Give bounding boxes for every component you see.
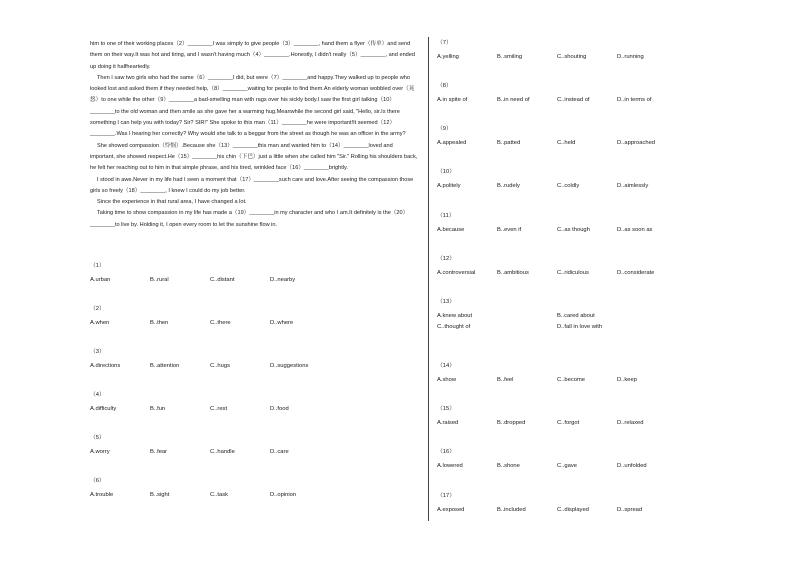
question-14	[437, 362, 767, 388]
question-1	[90, 262, 420, 288]
option-b: B..smiling	[497, 54, 523, 60]
option-d: D..approached	[617, 140, 656, 146]
option-c: C..coldly	[557, 183, 580, 189]
option-c: C..there	[210, 320, 231, 326]
option-a: A.trouble	[90, 492, 114, 498]
option-a: A.yelling	[437, 54, 459, 60]
question-number: （17）	[437, 493, 456, 499]
option-c: C..hugs	[210, 363, 230, 369]
option-d: D..considerate	[617, 270, 655, 276]
option-b: B..included	[497, 507, 526, 513]
option-d: D..running	[617, 54, 644, 60]
option-c: C..become	[557, 377, 586, 383]
question-number: （3）	[90, 349, 105, 355]
passage-paragraph: him to one of their working places（2）________I was simply to give people（3）________, hand them a flyer（传单）and send them on their way.It was hot and tiring, and I wasn't having much（4）________.Honestly, I didn't really（5）________, and ended up doing it halfheartedly.	[90, 41, 416, 70]
question-number: （2）	[90, 306, 105, 312]
question-10	[437, 168, 767, 194]
question-2	[90, 305, 420, 331]
option-a: A.because	[437, 227, 465, 233]
option-a: A.worry	[90, 449, 110, 455]
option-b: B..fear	[150, 449, 168, 455]
question-3	[90, 348, 420, 374]
question-16	[437, 448, 767, 474]
option-a: A.directions	[90, 363, 121, 369]
option-d: D..as soon as	[617, 227, 653, 233]
option-d: D..food	[270, 406, 289, 412]
question-number: （11）	[437, 213, 455, 219]
question-7	[437, 39, 767, 65]
option-b: B..rural	[150, 277, 169, 283]
passage-paragraph: Since the experience in that rural area, I have changed a lot.	[97, 199, 247, 206]
question-number: （13）	[437, 299, 456, 305]
option-c: C..forgot	[557, 420, 580, 426]
option-d: D..unfolded	[617, 463, 647, 469]
option-c: C..distant	[210, 277, 235, 283]
option-b: B..then	[150, 320, 169, 326]
option-d: D..where	[270, 320, 294, 326]
question-5	[90, 434, 420, 460]
question-number: （14）	[437, 363, 456, 369]
question-number: （1）	[90, 263, 105, 269]
option-b: B..feel	[497, 377, 514, 383]
option-b: B..shone	[497, 463, 520, 469]
option-b: B..dropped	[497, 420, 526, 426]
option-b: B..patted	[497, 140, 521, 146]
option-b: B..rudely	[497, 183, 520, 189]
question-number: （7）	[437, 40, 452, 46]
question-number: （4）	[90, 392, 105, 398]
option-c: C..displayed	[557, 507, 589, 513]
option-a: A.when	[90, 320, 110, 326]
option-b: B..ambitious	[497, 270, 529, 276]
option-a: A.appealed	[437, 140, 467, 146]
option-a: A.urban	[90, 277, 111, 283]
option-a: A.politely	[437, 183, 461, 189]
option-a: A.controversial	[437, 270, 476, 276]
option-c: C..instead of	[557, 97, 590, 103]
option-d: D..fall in love with	[557, 324, 603, 330]
option-c: C..gave	[557, 463, 577, 469]
option-a: A.difficulty	[90, 406, 117, 412]
question-4	[90, 391, 420, 417]
question-number: （16）	[437, 449, 456, 455]
option-d: D..relaxed	[617, 420, 644, 426]
question-9	[437, 125, 767, 151]
option-c: C..thought of	[437, 324, 471, 330]
option-c: C..held	[557, 140, 576, 146]
question-17	[437, 492, 767, 518]
question-12	[437, 255, 767, 281]
option-d: D..opinion	[270, 492, 297, 498]
option-a: A.knew about	[437, 313, 473, 319]
option-d: D..aimlessly	[617, 183, 649, 189]
option-a: A.show	[437, 377, 457, 383]
option-b: B..attention	[150, 363, 180, 369]
column-divider	[428, 37, 429, 521]
option-a: A.exposed	[437, 507, 465, 513]
option-d: D..in terms of	[617, 97, 652, 103]
option-a: A.lowered	[437, 463, 463, 469]
question-number: （12）	[437, 256, 456, 262]
question-8	[437, 82, 767, 108]
question-6	[90, 477, 420, 503]
option-b: B..even if	[497, 227, 522, 233]
option-c: C..shouting	[557, 54, 587, 60]
option-d: D..nearby	[270, 277, 296, 283]
option-b: B..cared about	[557, 313, 595, 319]
question-number: （5）	[90, 435, 105, 441]
option-b: B..in need of	[497, 97, 530, 103]
question-number: （15）	[437, 406, 456, 412]
question-15	[437, 405, 767, 431]
question-number: （9）	[437, 126, 452, 132]
passage-paragraph: She showed compassion（怜悯）.Because she（13）________this man and wanted him to（14）________loved and important, she showed respect.He（15）________his chin（下巴）just a little when she called him "Sir." Rolling his shoulders back, he felt her reaching out to him in that simple phrase, and his tired, wrinkled face（16）________brightly.	[90, 142, 418, 172]
option-d: D..care	[270, 449, 289, 455]
option-d: D..keep	[617, 377, 637, 383]
passage-paragraph: I stood in awe.Never in my life had I seen a moment that（17）________such care and love.After seeing the compassion those girls so freely（18）________, I knew I could do my job better.	[90, 176, 414, 194]
option-d: D..spread	[617, 507, 643, 513]
option-b: B..fun	[150, 406, 166, 412]
option-c: C..rest	[210, 406, 228, 412]
option-d: D..suggestions	[270, 363, 309, 369]
option-b: B..sight	[150, 492, 170, 498]
option-c: C..ridiculous	[557, 270, 589, 276]
question-number: （6）	[90, 478, 105, 484]
option-a: A.raised	[437, 420, 459, 426]
reading-passage	[90, 39, 418, 231]
question-number: （8）	[437, 83, 452, 89]
question-number: （10）	[437, 169, 456, 175]
passage-paragraph: Then I saw two girls who had the same（6）________I did, but were（7）________and happy.They walked up to people who looked lost and asked them if they needed help,（8）________waiting for people to find them.An elderly woman wobbled over（晃悠）to one while the other（9）________a bad-smelling man with rags over his sickly body.I saw the first girl talking（10）________to the old woman and then smile as she gave her a warming hug.Meanwhile the second girl said, "Hello, sir.Is there something I can help you with today? Sir? SIR!" She spoke to this man（11）________he were important!It seemed（12）________.Was I hearing her correctly? Why would she talk to a beggar from the street as though he was an officer in the army?	[90, 74, 415, 138]
option-a: A.in spite of	[437, 97, 468, 103]
option-c: C..task	[210, 492, 229, 498]
passage-paragraph: Taking time to show compassion in my life has made a（19）________in my character and who I am.It definitely is the（20）________to live by. Holding it, I open every room to let the sunshine flow in.	[90, 210, 409, 228]
question-11	[437, 212, 767, 238]
option-c: C..as though	[557, 227, 590, 233]
option-c: C..handle	[210, 449, 235, 455]
question-13	[437, 298, 767, 334]
